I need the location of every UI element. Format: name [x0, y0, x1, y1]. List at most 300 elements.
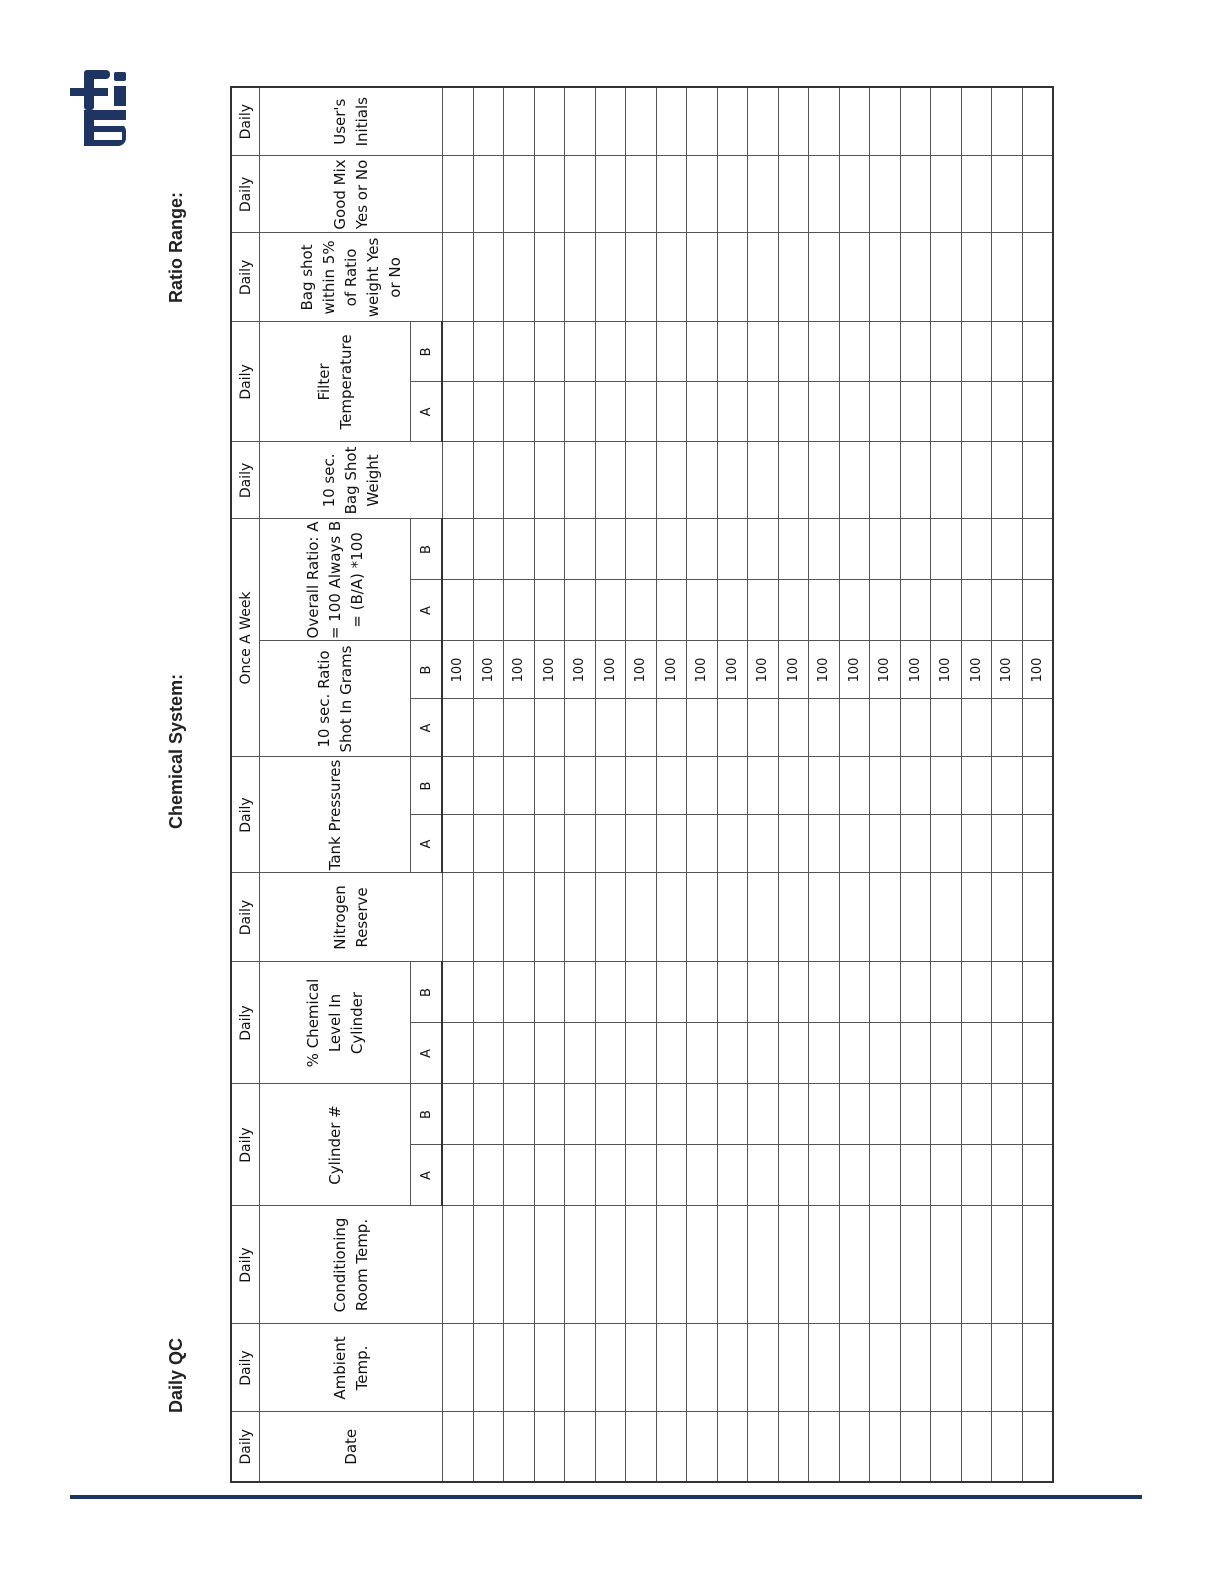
- entry-cell[interactable]: [442, 580, 473, 641]
- entry-cell[interactable]: [626, 87, 657, 156]
- entry-cell[interactable]: [992, 1145, 1023, 1206]
- entry-cell[interactable]: [473, 233, 504, 322]
- entry-cell[interactable]: [992, 699, 1023, 757]
- entry-cell[interactable]: [565, 1084, 596, 1145]
- entry-cell[interactable]: [992, 962, 1023, 1023]
- entry-cell[interactable]: [961, 382, 992, 442]
- entry-cell[interactable]: [748, 873, 779, 962]
- entry-cell[interactable]: [992, 322, 1023, 382]
- entry-cell[interactable]: [565, 1206, 596, 1324]
- entry-cell[interactable]: [442, 699, 473, 757]
- entry-cell[interactable]: [839, 1023, 870, 1084]
- entry-cell[interactable]: [473, 156, 504, 233]
- entry-cell[interactable]: [839, 233, 870, 322]
- entry-cell[interactable]: [992, 233, 1023, 322]
- entry-cell[interactable]: [626, 815, 657, 873]
- entry-cell[interactable]: [931, 1084, 962, 1145]
- entry-cell[interactable]: [687, 1145, 718, 1206]
- entry-cell[interactable]: [717, 442, 748, 519]
- entry-cell[interactable]: [748, 87, 779, 156]
- entry-cell[interactable]: [626, 1206, 657, 1324]
- entry-cell[interactable]: [931, 580, 962, 641]
- entry-cell[interactable]: [595, 580, 626, 641]
- entry-cell[interactable]: [992, 442, 1023, 519]
- entry-cell[interactable]: [778, 815, 809, 873]
- entry-cell[interactable]: [778, 156, 809, 233]
- entry-cell[interactable]: [717, 1145, 748, 1206]
- entry-cell[interactable]: [992, 1206, 1023, 1324]
- entry-cell[interactable]: [900, 87, 931, 156]
- entry-cell[interactable]: [992, 1084, 1023, 1145]
- entry-cell[interactable]: [900, 815, 931, 873]
- entry-cell[interactable]: [1022, 757, 1053, 815]
- entry-cell[interactable]: [931, 233, 962, 322]
- entry-cell[interactable]: [626, 580, 657, 641]
- entry-cell[interactable]: [778, 962, 809, 1023]
- entry-cell[interactable]: [1022, 962, 1053, 1023]
- entry-cell[interactable]: [809, 1324, 840, 1412]
- entry-cell[interactable]: [900, 1412, 931, 1482]
- entry-cell[interactable]: [809, 815, 840, 873]
- entry-cell[interactable]: [442, 962, 473, 1023]
- entry-cell[interactable]: [504, 1023, 535, 1084]
- entry-cell[interactable]: [900, 580, 931, 641]
- entry-cell[interactable]: [900, 1206, 931, 1324]
- entry-cell[interactable]: [687, 519, 718, 580]
- entry-cell[interactable]: [992, 757, 1023, 815]
- entry-cell[interactable]: [717, 757, 748, 815]
- entry-cell[interactable]: [687, 1206, 718, 1324]
- entry-cell[interactable]: [534, 322, 565, 382]
- entry-cell[interactable]: [900, 1023, 931, 1084]
- entry-cell[interactable]: [748, 519, 779, 580]
- entry-cell[interactable]: [534, 519, 565, 580]
- entry-cell[interactable]: [778, 1084, 809, 1145]
- entry-cell[interactable]: [565, 815, 596, 873]
- entry-cell[interactable]: [687, 442, 718, 519]
- entry-cell[interactable]: [534, 873, 565, 962]
- entry-cell[interactable]: [1022, 1324, 1053, 1412]
- entry-cell[interactable]: [595, 1023, 626, 1084]
- entry-cell[interactable]: [534, 1412, 565, 1482]
- entry-cell[interactable]: [656, 233, 687, 322]
- entry-cell[interactable]: [870, 699, 901, 757]
- entry-cell[interactable]: [931, 322, 962, 382]
- entry-cell[interactable]: [442, 757, 473, 815]
- entry-cell[interactable]: [473, 87, 504, 156]
- entry-cell[interactable]: [656, 699, 687, 757]
- entry-cell[interactable]: [534, 580, 565, 641]
- entry-cell[interactable]: [504, 815, 535, 873]
- entry-cell[interactable]: [504, 1412, 535, 1482]
- entry-cell[interactable]: [748, 815, 779, 873]
- entry-cell[interactable]: [687, 757, 718, 815]
- entry-cell[interactable]: [687, 1084, 718, 1145]
- entry-cell[interactable]: [870, 87, 901, 156]
- entry-cell[interactable]: [595, 757, 626, 815]
- entry-cell[interactable]: [473, 1324, 504, 1412]
- entry-cell[interactable]: [626, 962, 657, 1023]
- entry-cell[interactable]: [778, 519, 809, 580]
- entry-cell[interactable]: [839, 442, 870, 519]
- entry-cell[interactable]: [565, 382, 596, 442]
- entry-cell[interactable]: [839, 1412, 870, 1482]
- entry-cell[interactable]: [595, 156, 626, 233]
- entry-cell[interactable]: [778, 233, 809, 322]
- entry-cell[interactable]: [870, 1023, 901, 1084]
- entry-cell[interactable]: [778, 322, 809, 382]
- entry-cell[interactable]: [870, 1084, 901, 1145]
- entry-cell[interactable]: [442, 382, 473, 442]
- entry-cell[interactable]: [931, 87, 962, 156]
- entry-cell[interactable]: [809, 962, 840, 1023]
- entry-cell[interactable]: [442, 1145, 473, 1206]
- entry-cell[interactable]: [565, 580, 596, 641]
- entry-cell[interactable]: [961, 1023, 992, 1084]
- entry-cell[interactable]: [565, 519, 596, 580]
- entry-cell[interactable]: [534, 1023, 565, 1084]
- entry-cell[interactable]: [656, 1084, 687, 1145]
- entry-cell[interactable]: [809, 699, 840, 757]
- entry-cell[interactable]: [534, 1084, 565, 1145]
- entry-cell[interactable]: [1022, 1084, 1053, 1145]
- entry-cell[interactable]: [748, 580, 779, 641]
- entry-cell[interactable]: [717, 962, 748, 1023]
- entry-cell[interactable]: [473, 442, 504, 519]
- entry-cell[interactable]: [442, 87, 473, 156]
- entry-cell[interactable]: [504, 322, 535, 382]
- entry-cell[interactable]: [534, 382, 565, 442]
- entry-cell[interactable]: [717, 1023, 748, 1084]
- entry-cell[interactable]: [626, 873, 657, 962]
- entry-cell[interactable]: [656, 815, 687, 873]
- entry-cell[interactable]: [626, 442, 657, 519]
- entry-cell[interactable]: [900, 1324, 931, 1412]
- entry-cell[interactable]: [809, 580, 840, 641]
- entry-cell[interactable]: [595, 233, 626, 322]
- entry-cell[interactable]: [931, 699, 962, 757]
- entry-cell[interactable]: [931, 962, 962, 1023]
- entry-cell[interactable]: [504, 233, 535, 322]
- entry-cell[interactable]: [1022, 156, 1053, 233]
- entry-cell[interactable]: [839, 873, 870, 962]
- entry-cell[interactable]: [717, 519, 748, 580]
- entry-cell[interactable]: [626, 233, 657, 322]
- entry-cell[interactable]: [565, 1023, 596, 1084]
- entry-cell[interactable]: [961, 580, 992, 641]
- entry-cell[interactable]: [504, 757, 535, 815]
- entry-cell[interactable]: [595, 1084, 626, 1145]
- entry-cell[interactable]: [992, 519, 1023, 580]
- entry-cell[interactable]: [717, 382, 748, 442]
- entry-cell[interactable]: [931, 156, 962, 233]
- entry-cell[interactable]: [900, 1084, 931, 1145]
- entry-cell[interactable]: [595, 87, 626, 156]
- entry-cell[interactable]: [778, 580, 809, 641]
- entry-cell[interactable]: [442, 815, 473, 873]
- entry-cell[interactable]: [961, 1206, 992, 1324]
- entry-cell[interactable]: [809, 442, 840, 519]
- entry-cell[interactable]: [473, 962, 504, 1023]
- entry-cell[interactable]: [809, 233, 840, 322]
- entry-cell[interactable]: [839, 757, 870, 815]
- entry-cell[interactable]: [900, 442, 931, 519]
- entry-cell[interactable]: [809, 1145, 840, 1206]
- entry-cell[interactable]: [717, 87, 748, 156]
- entry-cell[interactable]: [656, 962, 687, 1023]
- entry-cell[interactable]: [565, 322, 596, 382]
- entry-cell[interactable]: [839, 1145, 870, 1206]
- entry-cell[interactable]: [656, 156, 687, 233]
- entry-cell[interactable]: [504, 1084, 535, 1145]
- entry-cell[interactable]: [626, 322, 657, 382]
- entry-cell[interactable]: [900, 233, 931, 322]
- entry-cell[interactable]: [534, 442, 565, 519]
- entry-cell[interactable]: [1022, 1206, 1053, 1324]
- entry-cell[interactable]: [717, 233, 748, 322]
- entry-cell[interactable]: [626, 1084, 657, 1145]
- entry-cell[interactable]: [839, 519, 870, 580]
- entry-cell[interactable]: [1022, 815, 1053, 873]
- entry-cell[interactable]: [626, 382, 657, 442]
- entry-cell[interactable]: [565, 442, 596, 519]
- entry-cell[interactable]: [748, 1145, 779, 1206]
- entry-cell[interactable]: [809, 382, 840, 442]
- entry-cell[interactable]: [687, 873, 718, 962]
- entry-cell[interactable]: [1022, 322, 1053, 382]
- entry-cell[interactable]: [839, 156, 870, 233]
- entry-cell[interactable]: [992, 382, 1023, 442]
- entry-cell[interactable]: [809, 1206, 840, 1324]
- entry-cell[interactable]: [1022, 87, 1053, 156]
- entry-cell[interactable]: [961, 699, 992, 757]
- entry-cell[interactable]: [839, 699, 870, 757]
- entry-cell[interactable]: [595, 1206, 626, 1324]
- entry-cell[interactable]: [442, 1412, 473, 1482]
- entry-cell[interactable]: [961, 873, 992, 962]
- entry-cell[interactable]: [473, 519, 504, 580]
- entry-cell[interactable]: [595, 699, 626, 757]
- entry-cell[interactable]: [778, 1412, 809, 1482]
- entry-cell[interactable]: [656, 873, 687, 962]
- entry-cell[interactable]: [778, 442, 809, 519]
- entry-cell[interactable]: [931, 442, 962, 519]
- entry-cell[interactable]: [778, 1145, 809, 1206]
- entry-cell[interactable]: [595, 1412, 626, 1482]
- entry-cell[interactable]: [473, 757, 504, 815]
- entry-cell[interactable]: [626, 1145, 657, 1206]
- entry-cell[interactable]: [687, 962, 718, 1023]
- entry-cell[interactable]: [992, 580, 1023, 641]
- entry-cell[interactable]: [992, 815, 1023, 873]
- entry-cell[interactable]: [565, 233, 596, 322]
- entry-cell[interactable]: [961, 757, 992, 815]
- entry-cell[interactable]: [870, 322, 901, 382]
- entry-cell[interactable]: [717, 322, 748, 382]
- entry-cell[interactable]: [595, 815, 626, 873]
- entry-cell[interactable]: [778, 1023, 809, 1084]
- entry-cell[interactable]: [595, 382, 626, 442]
- entry-cell[interactable]: [687, 156, 718, 233]
- entry-cell[interactable]: [534, 156, 565, 233]
- entry-cell[interactable]: [504, 580, 535, 641]
- entry-cell[interactable]: [687, 87, 718, 156]
- entry-cell[interactable]: [473, 322, 504, 382]
- entry-cell[interactable]: [870, 1412, 901, 1482]
- entry-cell[interactable]: [565, 1412, 596, 1482]
- entry-cell[interactable]: [870, 442, 901, 519]
- entry-cell[interactable]: [595, 519, 626, 580]
- entry-cell[interactable]: [565, 1145, 596, 1206]
- entry-cell[interactable]: [595, 1324, 626, 1412]
- entry-cell[interactable]: [778, 873, 809, 962]
- entry-cell[interactable]: [748, 1324, 779, 1412]
- entry-cell[interactable]: [992, 873, 1023, 962]
- entry-cell[interactable]: [931, 519, 962, 580]
- entry-cell[interactable]: [473, 1145, 504, 1206]
- entry-cell[interactable]: [626, 1023, 657, 1084]
- entry-cell[interactable]: [1022, 442, 1053, 519]
- entry-cell[interactable]: [687, 1412, 718, 1482]
- entry-cell[interactable]: [809, 757, 840, 815]
- entry-cell[interactable]: [504, 962, 535, 1023]
- entry-cell[interactable]: [809, 1084, 840, 1145]
- entry-cell[interactable]: [534, 1145, 565, 1206]
- entry-cell[interactable]: [442, 322, 473, 382]
- entry-cell[interactable]: [900, 962, 931, 1023]
- entry-cell[interactable]: [565, 87, 596, 156]
- entry-cell[interactable]: [1022, 519, 1053, 580]
- entry-cell[interactable]: [442, 873, 473, 962]
- entry-cell[interactable]: [656, 580, 687, 641]
- entry-cell[interactable]: [656, 87, 687, 156]
- entry-cell[interactable]: [656, 382, 687, 442]
- entry-cell[interactable]: [748, 156, 779, 233]
- entry-cell[interactable]: [565, 873, 596, 962]
- entry-cell[interactable]: [504, 1145, 535, 1206]
- entry-cell[interactable]: [565, 1324, 596, 1412]
- entry-cell[interactable]: [900, 757, 931, 815]
- entry-cell[interactable]: [900, 873, 931, 962]
- entry-cell[interactable]: [473, 1084, 504, 1145]
- entry-cell[interactable]: [1022, 1145, 1053, 1206]
- entry-cell[interactable]: [656, 442, 687, 519]
- entry-cell[interactable]: [687, 1023, 718, 1084]
- entry-cell[interactable]: [595, 873, 626, 962]
- entry-cell[interactable]: [900, 156, 931, 233]
- entry-cell[interactable]: [656, 757, 687, 815]
- entry-cell[interactable]: [473, 815, 504, 873]
- entry-cell[interactable]: [687, 815, 718, 873]
- entry-cell[interactable]: [717, 1206, 748, 1324]
- entry-cell[interactable]: [870, 382, 901, 442]
- entry-cell[interactable]: [687, 382, 718, 442]
- entry-cell[interactable]: [961, 962, 992, 1023]
- entry-cell[interactable]: [961, 442, 992, 519]
- entry-cell[interactable]: [748, 233, 779, 322]
- entry-cell[interactable]: [839, 815, 870, 873]
- entry-cell[interactable]: [442, 1084, 473, 1145]
- entry-cell[interactable]: [656, 519, 687, 580]
- entry-cell[interactable]: [900, 519, 931, 580]
- entry-cell[interactable]: [809, 1023, 840, 1084]
- entry-cell[interactable]: [656, 1324, 687, 1412]
- entry-cell[interactable]: [626, 156, 657, 233]
- entry-cell[interactable]: [1022, 382, 1053, 442]
- entry-cell[interactable]: [687, 580, 718, 641]
- entry-cell[interactable]: [809, 873, 840, 962]
- entry-cell[interactable]: [473, 1206, 504, 1324]
- entry-cell[interactable]: [992, 1412, 1023, 1482]
- entry-cell[interactable]: [626, 699, 657, 757]
- entry-cell[interactable]: [656, 1145, 687, 1206]
- entry-cell[interactable]: [717, 815, 748, 873]
- entry-cell[interactable]: [778, 1324, 809, 1412]
- entry-cell[interactable]: [931, 815, 962, 873]
- entry-cell[interactable]: [717, 1324, 748, 1412]
- entry-cell[interactable]: [839, 580, 870, 641]
- entry-cell[interactable]: [504, 1324, 535, 1412]
- entry-cell[interactable]: [717, 580, 748, 641]
- entry-cell[interactable]: [809, 1412, 840, 1482]
- entry-cell[interactable]: [992, 1023, 1023, 1084]
- entry-cell[interactable]: [748, 322, 779, 382]
- entry-cell[interactable]: [839, 1324, 870, 1412]
- entry-cell[interactable]: [778, 87, 809, 156]
- entry-cell[interactable]: [534, 757, 565, 815]
- entry-cell[interactable]: [504, 382, 535, 442]
- entry-cell[interactable]: [839, 962, 870, 1023]
- entry-cell[interactable]: [717, 699, 748, 757]
- entry-cell[interactable]: [839, 87, 870, 156]
- entry-cell[interactable]: [473, 873, 504, 962]
- entry-cell[interactable]: [931, 1145, 962, 1206]
- entry-cell[interactable]: [504, 699, 535, 757]
- entry-cell[interactable]: [442, 233, 473, 322]
- entry-cell[interactable]: [626, 1324, 657, 1412]
- entry-cell[interactable]: [473, 1412, 504, 1482]
- entry-cell[interactable]: [687, 1324, 718, 1412]
- entry-cell[interactable]: [870, 233, 901, 322]
- entry-cell[interactable]: [961, 1145, 992, 1206]
- entry-cell[interactable]: [870, 1206, 901, 1324]
- entry-cell[interactable]: [961, 519, 992, 580]
- entry-cell[interactable]: [656, 1023, 687, 1084]
- entry-cell[interactable]: [565, 962, 596, 1023]
- entry-cell[interactable]: [961, 233, 992, 322]
- entry-cell[interactable]: [961, 87, 992, 156]
- entry-cell[interactable]: [442, 1206, 473, 1324]
- entry-cell[interactable]: [565, 156, 596, 233]
- entry-cell[interactable]: [870, 519, 901, 580]
- entry-cell[interactable]: [778, 1206, 809, 1324]
- entry-cell[interactable]: [931, 757, 962, 815]
- entry-cell[interactable]: [626, 757, 657, 815]
- entry-cell[interactable]: [748, 962, 779, 1023]
- entry-cell[interactable]: [992, 87, 1023, 156]
- entry-cell[interactable]: [900, 1145, 931, 1206]
- entry-cell[interactable]: [870, 962, 901, 1023]
- entry-cell[interactable]: [961, 156, 992, 233]
- entry-cell[interactable]: [473, 699, 504, 757]
- entry-cell[interactable]: [870, 757, 901, 815]
- entry-cell[interactable]: [931, 1412, 962, 1482]
- entry-cell[interactable]: [473, 580, 504, 641]
- entry-cell[interactable]: [504, 1206, 535, 1324]
- entry-cell[interactable]: [748, 1206, 779, 1324]
- entry-cell[interactable]: [717, 156, 748, 233]
- entry-cell[interactable]: [595, 962, 626, 1023]
